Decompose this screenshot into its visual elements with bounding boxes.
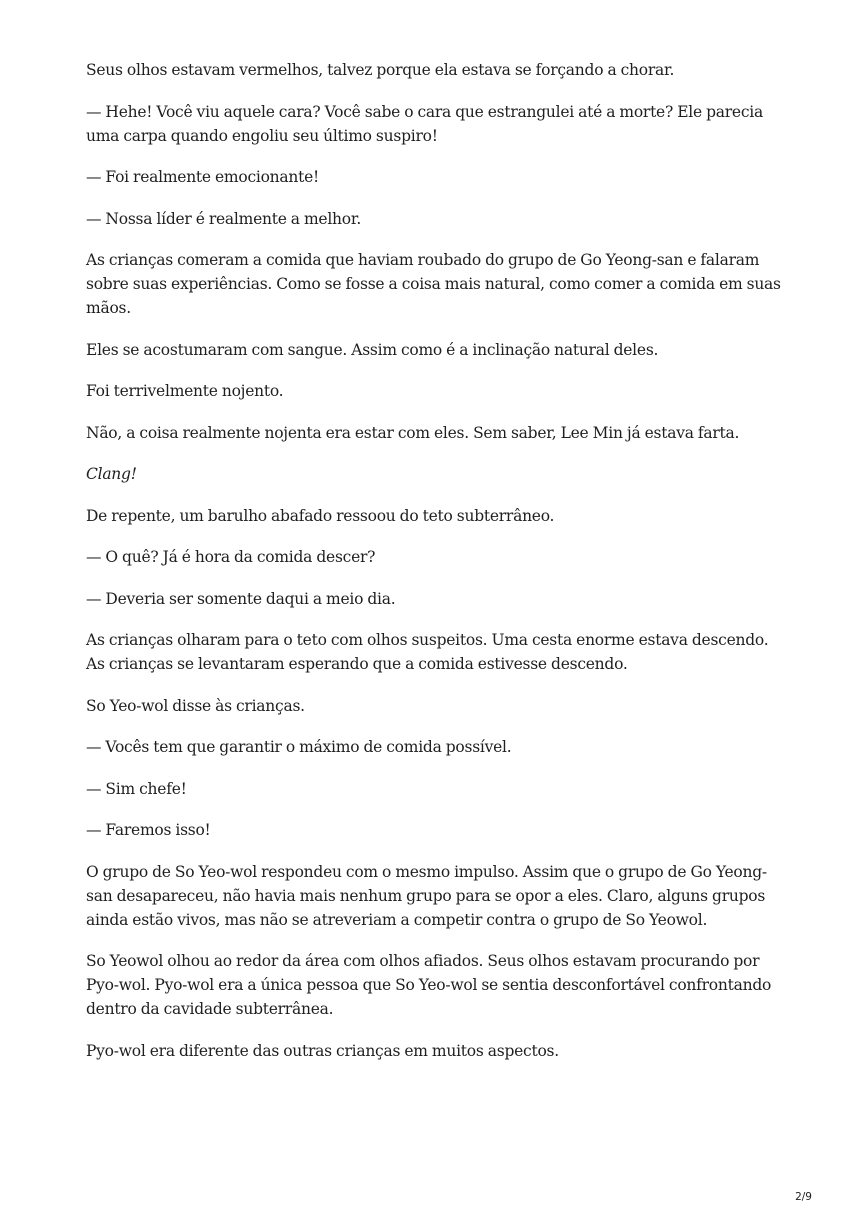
paragraph: — Faremos isso! <box>86 821 211 839</box>
paragraph: Seus olhos estavam vermelhos, talvez porque ela estava se forçando a chorar. <box>86 61 675 79</box>
paragraph: O grupo de So Yeo-wol respondeu com o mesmo impulso. Assim que o grupo de Go Yeong-san desapareceu, não havia mais nenhum grupo para se opor a eles. Claro, alguns grupos ainda estão vivos, mas não se atreveriam a competir contra o grupo de So Yeowol. <box>86 862 767 929</box>
sound-effect-paragraph: Clang! <box>86 465 137 483</box>
paragraph: Pyo-wol era diferente das outras crianças em muitos aspectos. <box>86 1041 559 1060</box>
paragraph: So Yeo-wol disse às crianças. <box>86 696 305 715</box>
paragraph: — Vocês tem que garantir o máximo de comida possível. <box>86 738 512 756</box>
paragraph: — Foi realmente emocionante! <box>86 168 320 186</box>
paragraph: — O quê? Já é hora da comida descer? <box>86 548 376 566</box>
paragraph: Não, a coisa realmente nojenta era estar com eles. Sem saber, Lee Min já estava farta. <box>86 423 740 442</box>
paragraph: As crianças olharam para o teto com olhos suspeitos. Uma cesta enorme estava descendo. As crianças se levantaram esperando que a comida estivesse descendo. <box>86 631 769 673</box>
paragraph: So Yeowol olhou ao redor da área com olhos afiados. Seus olhos estavam procurando por Pyo-wol. Pyo-wol era a única pessoa que So Yeo-wol se sentia desconfortável confrontando dentro da cavidade subterrânea. <box>86 952 772 1018</box>
page-number: 2/9 <box>795 1191 812 1203</box>
paragraph: — Nossa líder é realmente a melhor. <box>86 209 361 228</box>
paragraph: Eles se acostumaram com sangue. Assim como é a inclinação natural deles. <box>86 340 659 359</box>
paragraph: As crianças comeram a comida que haviam roubado do grupo de Go Yeong-san e falaram sobre suas experiências. Como se fosse a coisa mais natural, como comer a comida em suas mãos. <box>86 251 781 317</box>
paragraph: Foi terrivelmente nojento. <box>86 382 284 400</box>
paragraph: — Sim chefe! <box>86 779 187 798</box>
paragraph: De repente, um barulho abafado ressoou do teto subterrâneo. <box>86 506 555 525</box>
document-body <box>86 58 786 1080</box>
paragraph: — Deveria ser somente daqui a meio dia. <box>86 589 396 608</box>
paragraph: — Hehe! Você viu aquele cara? Você sabe o cara que estrangulei até a morte? Ele parecia uma carpa quando engoliu seu último suspiro! <box>86 102 763 145</box>
